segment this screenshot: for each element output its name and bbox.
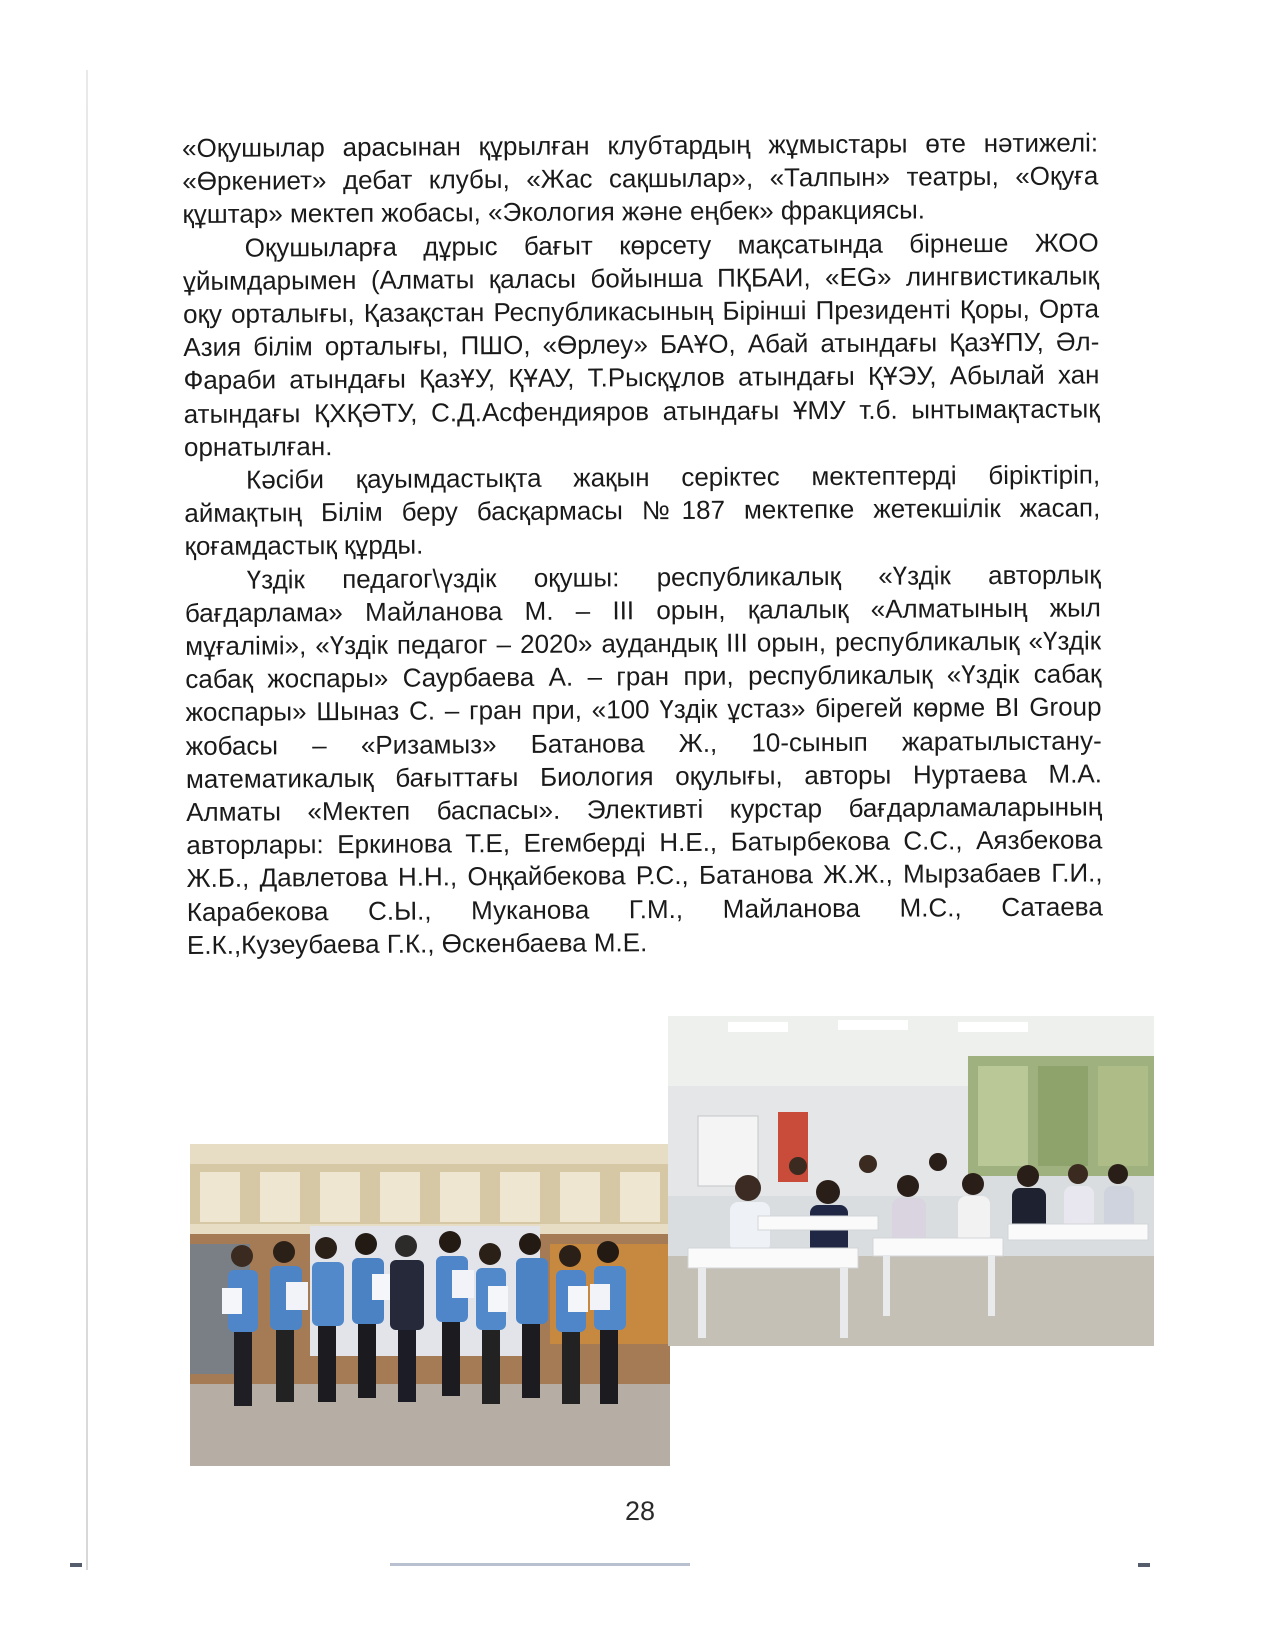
paragraph-partners: Оқушыларға дұрыс бағыт көрсету мақсатында бірнеше ЖОО ұйымдарымен (Алматы қаласы бойынша ПҚБАИ, «EG» лингвистикалық оқу орталығы, Қазақстан Республикасының Бірінші Президенті Қоры, Орта Азия білім орталығы, ПШО, «Өрлеу» БАҰО, Абай атындағы ҚазҰПУ, Әл-Фараби атындағы ҚазҰУ, ҚҰАУ, Т.Рысқұлов атындағы ҚҰЭУ, Абылай хан атындағы ҚХҚӘТУ, С.Д.Асфендияров атындағы ҰМУ т.б. ынтымақтастық орнатылған. [182,227,1100,462]
paragraph-clubs: «Оқушылар арасынан құрылған клубтардың жұмыстары өте нәтижелі: «Өркениет» дебат клубы, «Жас сақшылар», «Талпын» театры, «Оқуға құштар» мектеп жобасы, «Экология және еңбек» фракциясы. [182,127,1099,230]
paragraph-community: Кәсіби қауымдастықта жақын серіктес мектептерді біріктіріп, аймақтың Білім беру басқармасы №187 мектепке жетекшілік жасап, қоғамдастық құрды. [184,459,1101,562]
body-text [182,126,1103,962]
paragraph-achievements: Үздік педагог\үздік оқушы: республикалық «Үздік авторлық бағдарлама» Майланова М. – ІІІ орын, қалалық «Алматының жыл мұғалімі», «Үздік педагог – 2020» аудандық ІІІ орын, республикалық «Үздік сабақ жоспары» Саурбаева А. – гран при, республикалық «Үздік сабақ жоспары» Шыназ С. – гран при, «100 Үздік ұстаз» бірегей көрме BI Group жобасы – «Ризамыз» Батанова Ж., 10-сынып жаратылыстану-математикалық бағыттағы Биология оқулығы, авторы Нуртаева М.А. Алматы «Мектеп баспасы». Элективті курстар бағдарламаларының авторлары: Еркинова Т.Е, Егемберді Н.Е., Батырбекова С.С., Аязбекова Ж.Б., Давлетова Н.Н., Оңқайбекова Р.С., Батанова Ж.Ж., Мырзабаев Г.И., Карабекова С.Ы., Муканова Г.М., Майланова М.С., Сатаева Е.К.,Кузеубаева Г.К., Өскенбаева М.Е. [184,559,1103,960]
page-number: 28 [624,1496,656,1526]
classroom-photo [668,1016,1154,1346]
bottom-rule [390,1563,690,1566]
students-group-photo [190,1144,670,1466]
corner-mark-right [1138,1563,1150,1567]
corner-mark-left [70,1563,82,1567]
page-edge [86,70,88,1570]
